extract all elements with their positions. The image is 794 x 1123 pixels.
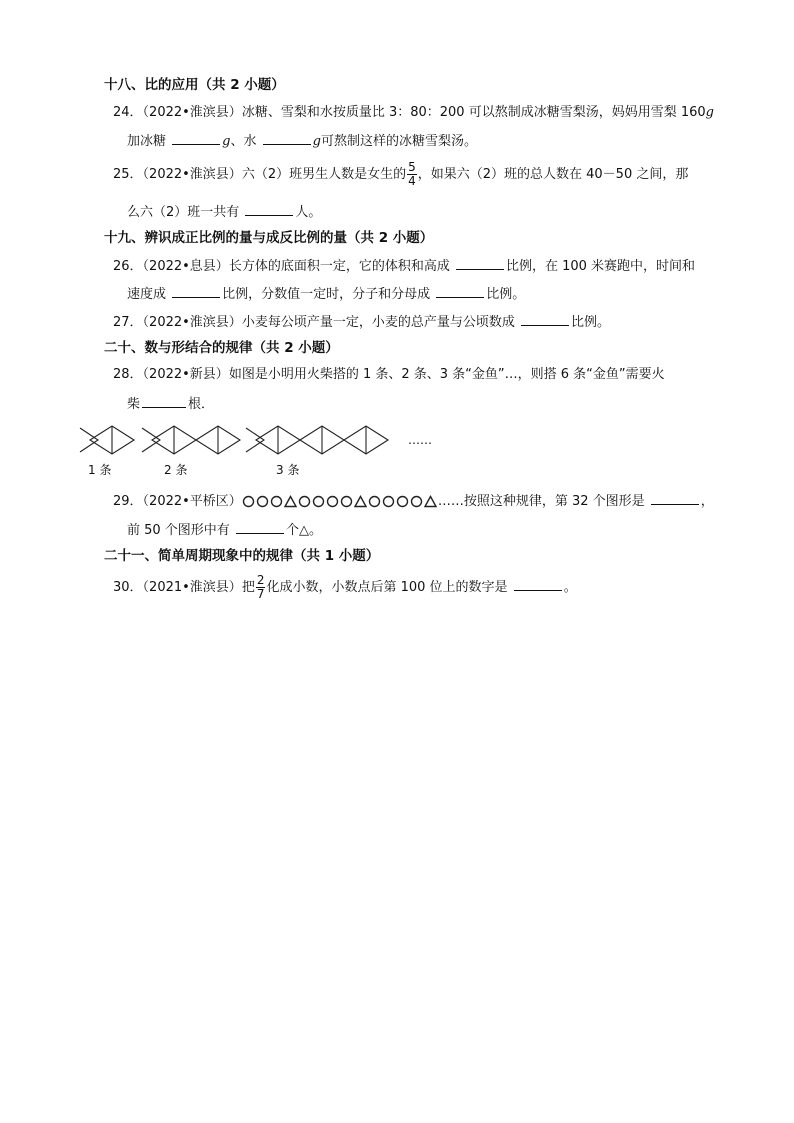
- triangle-shape: [354, 495, 367, 508]
- answer-blank[interactable]: [142, 393, 186, 408]
- question-text: 可熬制这样的冰糖雪梨汤。: [320, 134, 477, 149]
- unit-g: g: [705, 105, 714, 120]
- question-number: 29．: [113, 494, 143, 509]
- question-source: （2022•平桥区）: [142, 494, 242, 509]
- fraction: [256, 574, 266, 601]
- fraction-denominator: 4: [408, 174, 416, 188]
- question-text: 加冰糖: [127, 134, 171, 149]
- question-source: （2022•淮滨县）: [142, 105, 242, 120]
- unit-g: g: [222, 134, 231, 149]
- question-26: [113, 255, 695, 277]
- fish-2: [142, 426, 240, 454]
- question-text: ，如果六（2）班的总人数在 40－50 之间，那: [417, 167, 689, 182]
- question-text: 冰糖、雪梨和水按质量比 3：80：200 可以熬制成冰糖雪梨汤，妈妈用雪梨 160: [241, 105, 706, 120]
- question-source: （2022•息县）: [142, 259, 229, 274]
- question-number: 28．: [113, 367, 143, 382]
- question-text: 化成小数，小数点后第 100 位上的数字是: [266, 580, 512, 595]
- section-title: 二十、数与形结合的规律（共 2 小题）: [104, 340, 339, 356]
- question-source: （2022•淮滨县）: [142, 315, 242, 330]
- circle-shape: [326, 495, 339, 508]
- section-title: 十八、比的应用（共 2 小题）: [104, 77, 285, 93]
- question-25-cont: [127, 201, 321, 223]
- question-number: 26．: [113, 259, 143, 274]
- question-27: [113, 311, 610, 333]
- figure-label: 3 条: [276, 463, 300, 477]
- question-text: 比例，在 100 米赛跑中，时间和: [505, 259, 696, 274]
- circle-shape: [410, 495, 423, 508]
- section-title: 十九、辨识成正比例的量与成反比例的量（共 2 小题）: [104, 230, 434, 246]
- question-text: 个△。: [285, 523, 322, 538]
- section-title: 二十一、简单周期现象中的规律（共 1 小题）: [104, 548, 380, 564]
- question-text: 么六（2）班一共有: [127, 205, 244, 220]
- question-24: [113, 103, 714, 123]
- question-text: 小麦每公顷产量一定，小麦的总产量与公顷数成: [241, 315, 519, 330]
- answer-blank[interactable]: [521, 311, 569, 326]
- question-24-cont: [127, 130, 477, 152]
- circle-shape: [242, 495, 255, 508]
- question-text: 把: [241, 580, 255, 595]
- fish-3: [246, 426, 388, 454]
- question-text: 六（2）班男生人数是女生的: [241, 167, 407, 182]
- fraction: [407, 161, 417, 188]
- question-text: 柴: [127, 397, 141, 412]
- question-source: （2022•新县）: [142, 367, 229, 382]
- circle-shape: [256, 495, 269, 508]
- circle-shape: [298, 495, 311, 508]
- triangle-shape: [284, 495, 297, 508]
- figure-ellipsis: ……: [408, 433, 432, 447]
- answer-blank[interactable]: [245, 201, 293, 216]
- triangle-shape: [424, 495, 437, 508]
- question-number: 27．: [113, 315, 143, 330]
- fraction-denominator: 7: [256, 587, 265, 601]
- question-29-cont: [127, 519, 322, 541]
- question-text: 根．: [188, 397, 215, 412]
- question-28: [113, 365, 665, 385]
- fraction-numerator: 2: [256, 573, 265, 587]
- question-number: 24．: [113, 105, 143, 120]
- answer-blank[interactable]: [172, 283, 220, 298]
- question-text: 速度成: [127, 287, 171, 302]
- question-number: 30．: [113, 580, 143, 595]
- fish-1: [80, 426, 134, 454]
- answer-blank[interactable]: [263, 130, 311, 145]
- answer-blank[interactable]: [172, 130, 220, 145]
- answer-blank[interactable]: [456, 255, 504, 270]
- question-text: 比例。: [570, 315, 610, 330]
- unit-g: g: [312, 134, 321, 149]
- question-source: （2021•淮滨县）: [142, 580, 242, 595]
- question-25: [113, 161, 688, 188]
- question-text: 比例，分数值一定时，分子和分母成: [222, 287, 435, 302]
- circle-shape: [368, 495, 381, 508]
- question-text: 比例。: [486, 287, 526, 302]
- figure-label: 2 条: [164, 463, 188, 477]
- question-30: [113, 574, 577, 601]
- question-26-cont: [127, 283, 525, 305]
- question-source: （2022•淮滨县）: [142, 167, 242, 182]
- circle-shape: [340, 495, 353, 508]
- question-text: ，: [700, 494, 714, 509]
- answer-blank[interactable]: [236, 519, 284, 534]
- question-text: 前 50 个图形中有: [127, 523, 234, 538]
- answer-blank[interactable]: [651, 490, 699, 505]
- question-text: ……按照这种规律，第 32 个图形是: [437, 494, 649, 509]
- question-number: 25．: [113, 167, 143, 182]
- question-text: 人。: [295, 205, 322, 220]
- question-text: 长方体的底面积一定，它的体积和高成: [228, 259, 454, 274]
- question-text: 。: [563, 580, 577, 595]
- question-text: 、水: [230, 134, 261, 149]
- shape-pattern: [242, 494, 438, 509]
- answer-blank[interactable]: [436, 283, 484, 298]
- question-28-cont: [127, 393, 214, 415]
- circle-shape: [396, 495, 409, 508]
- figure-label: 1 条: [88, 463, 112, 477]
- circle-shape: [312, 495, 325, 508]
- question-text: 如图是小明用火柴搭的 1 条、2 条、3 条“金鱼”…，则搭 6 条“金鱼”需要火: [228, 367, 665, 382]
- circle-shape: [270, 495, 283, 508]
- answer-blank[interactable]: [514, 576, 562, 591]
- matchstick-fish-figure: [76, 418, 516, 480]
- circle-shape: [382, 495, 395, 508]
- question-29: [113, 490, 714, 512]
- fraction-numerator: 5: [408, 160, 416, 174]
